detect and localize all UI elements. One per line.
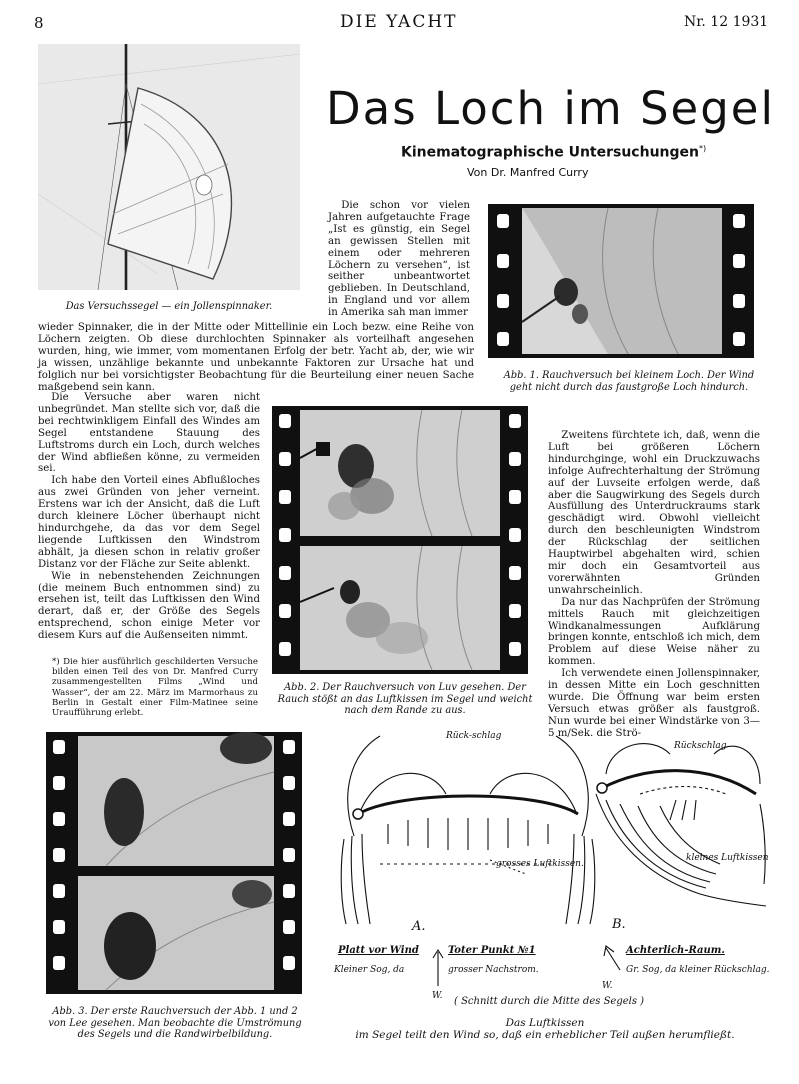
figure-3-smoke-photo — [46, 732, 302, 994]
left-paragraph-3: Wie in nebenstehenden Zeichnungen (die meinem Buch entnommen sind) zu ersehen ist, teilt das Luftkissen den Wind derart, daß er, der Größe des Segels entsprechend, schon einige Meter vor diesem Kurs auf die Außenseiten nimmt. — [38, 570, 260, 642]
intro-paragraph: Die schon vor vielen Jahren aufgetauchte Frage „Ist es günstig, ein Segel an gewissen Stellen mit einem oder mehreren Löchern zu versehen“, ist seither unbeantwortet geblieben. In Deutschland, in England und vor allem in Amerika sah man immer — [328, 200, 470, 319]
b-note: Gr. Sog, da kleiner Rückschlag. — [626, 965, 770, 975]
a-course-label: Platt vor Wind — [338, 945, 419, 956]
figure-1-caption: Abb. 1. Rauchversuch bei kleinem Loch. Der Wind geht nicht durch das faustgroße Loch hindurch. — [503, 370, 755, 393]
diagram-caption-title: Das Luftkissen — [505, 1017, 585, 1029]
diagram-section-note: ( Schnitt durch die Mitte des Segels ) — [454, 996, 645, 1007]
article-byline: Von Dr. Manfred Curry — [467, 166, 589, 179]
footnote-marker: *) — [699, 144, 707, 153]
b-course-label: Achterlich-Raum. — [626, 945, 725, 956]
intro-column — [328, 200, 470, 319]
article-subtitle: Kinematographische Untersuchungen*) — [401, 144, 707, 161]
left-column — [38, 392, 260, 642]
a-letter: A. — [412, 919, 426, 934]
figure-2-caption: Abb. 2. Der Rauchversuch von Luv gesehen. Der Rauch stößt an das Luftkissen im Segel und weicht nach dem Rande zu aus. — [277, 682, 533, 716]
figure-1-filmstrip — [488, 204, 754, 358]
spinnaker-illustration — [38, 44, 300, 290]
b-letter: B. — [612, 917, 626, 932]
right-column — [548, 430, 760, 740]
a-note-left: Kleiner Sog, da — [334, 965, 405, 975]
a-wind-label: W. — [432, 991, 443, 1001]
figure-2-filmstrip — [272, 406, 528, 674]
diagram-caption-body: im Segel teilt den Wind so, daß ein erheblicher Teil außen herumfließt. — [355, 1029, 735, 1041]
figure-3-caption: Abb. 3. Der erste Rauchversuch der Abb. 1 und 2 von Lee gesehen. Man beobachte die Umströmung des Segels und die Randwirbelbildung. — [48, 1006, 302, 1040]
a-luftkissen-label: grosses Luftkissen. — [496, 859, 584, 869]
spinnaker-caption: Das Versuchssegel — ein Jollenspinnaker. — [65, 301, 273, 312]
page-number: 8 — [34, 14, 44, 32]
a-rueckschlag-label: Rück-schlag — [446, 731, 502, 741]
b-luftkissen-label: kleines Luftkissen — [686, 853, 769, 863]
figure-1-smoke-photo — [488, 204, 754, 358]
luftkissen-diagram — [320, 724, 770, 1014]
right-paragraph-3: Ich verwendete einen Jollenspinnaker, in dessen Mitte ein Loch geschnitten wurde. Die Öffnung war beim ersten Versuch etwas größer als faustgroß. Nun wurde bei einer Windstärke von 3—5 m/Sek. die Strö- — [548, 668, 760, 739]
magazine-title: DIE YACHT — [340, 12, 458, 32]
intro-wide-paragraph: wieder Spinnaker, die in der Mitte oder Mittellinie ein Loch bezw. eine Reihe von Löchern zeigten. Ob diese durchlochten Spinnaker als vorteilhaft angesehen wurden, hing, wie immer, vom momentanen Erfolg der betr. Yacht ab, der, wie wir ja wissen, unzählige bekannte und unbekannte Faktoren zur Ursache hat und folglich nur bei vorsichtigster Beobachtung für die Beurteilung einer neuen Sache maßgebend sein kann. — [38, 322, 474, 393]
figure-2-smoke-photo — [272, 406, 528, 674]
intro-wide — [38, 322, 474, 393]
luftkissen-drawing — [320, 724, 770, 1014]
article-title: Das Loch im Segel — [326, 82, 775, 135]
left-paragraph-1: Die Versuche aber waren nicht unbegründet. Man stellte sich vor, daß die bei rechtwinkligem Einfall des Windes am Segel entstandene Stauung des Luftstroms durch ein Loch, durch welches der Wind abfließen könne, zu vermeiden sei. — [38, 392, 260, 475]
footnote: *) Die hier ausführlich geschilderten Versuche bilden einen Teil des von Dr. Manfred Curry zusammengestellten Films „Wind und Wasser“, der am 22. März im Marmorhaus zu Berlin in Gestalt einer Film-Matinee seine Uraufführung erlebt. — [52, 657, 258, 719]
figure-3-filmstrip — [46, 732, 302, 994]
left-paragraph-2: Ich habe den Vorteil eines Abflußloches aus zwei Gründen von jeher verneint. Erstens war ich der Ansicht, daß die Luft durch kleinere Löcher überhaupt nicht hindurchgehe, da das vor dem Segel liegende Luftkissen den Windstrom abhält, ja diesen schon in relativ großer Distanz vor der Fläche zur Seite ablenkt. — [38, 475, 260, 570]
b-rueckschlag-label: Rückschlag — [674, 741, 727, 751]
right-paragraph-2: Da nur das Nachprüfen der Strömung mittels Rauch mit gleichzeitigen Windkanalmessungen Aufklärung bringen konnte, entschloß ich mich, dem Problem auf diese Weise näher zu kommen. — [548, 596, 760, 668]
spinnaker-photo — [38, 44, 300, 290]
a-note-right: grosser Nachstrom. — [448, 965, 539, 975]
right-paragraph-1: Zweitens fürchtete ich, daß, wenn die Luft bei größeren Löchern hindurchginge, wohl ein Druckzuwachs infolge Aufrechterhaltung der Strömung auf der Luvseite erfolgen werde, daß aber die Saugwirkung des Segels durch Ausfüllung des Unterdruckraums stark geschädigt wird. Obwohl vielleicht durch den beschleunigten Windstrom der Rückschlag der seitlichen Hauptwirbel abgehalten wird, schien mir doch ein Gesamtvorteil aus vorerwähnten Gründen unwahrscheinlich. — [548, 430, 760, 596]
b-wind-label: W. — [602, 981, 613, 991]
issue-number: Nr. 12 1931 — [684, 14, 769, 30]
a-point-label: Toter Punkt №1 — [448, 945, 536, 956]
